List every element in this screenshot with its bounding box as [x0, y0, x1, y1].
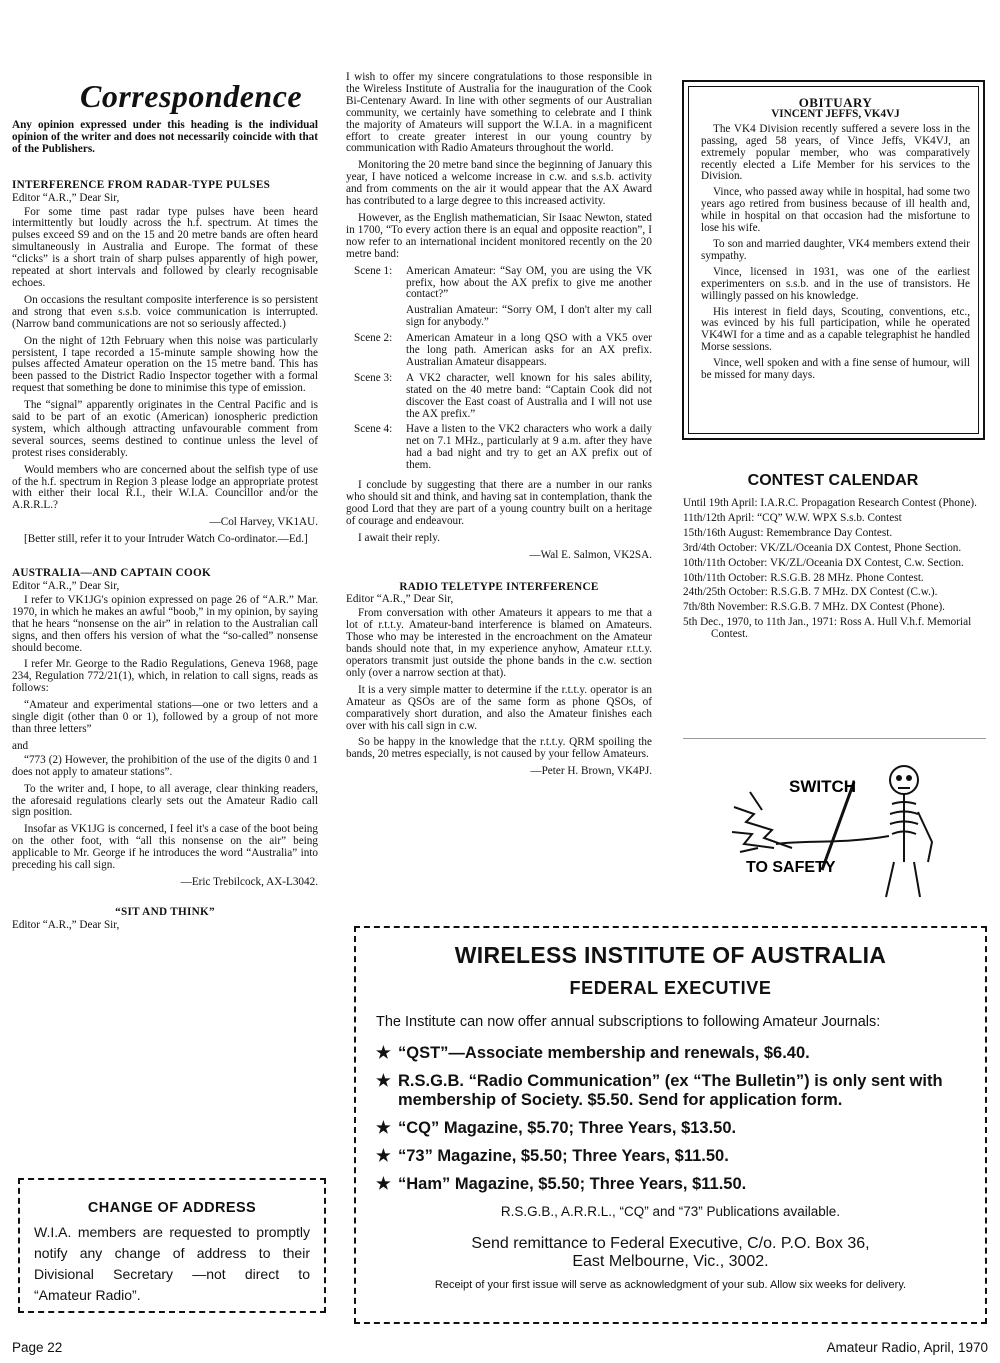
scene-label: Scene 3: [354, 371, 393, 384]
wia-offer-text: “Ham” Magazine, $5.50; Three Years, $11.50. [398, 1175, 747, 1193]
publication-name: Amateur Radio, April, 1970 [826, 1340, 988, 1355]
letter-signature: —Wal E. Salmon, VK2SA. [529, 548, 652, 561]
wia-subtitle: FEDERAL EXECUTIVE [569, 978, 772, 998]
regulation-quote: “773 (2) However, the prohibition of the use of the digits 0 and 1 does not apply to amateur stations”. [12, 753, 318, 778]
scene-entry [354, 266, 652, 302]
star-icon: ★ [376, 1072, 391, 1090]
switch-to-safety-cartoon [714, 752, 954, 902]
wia-offer-text: “73” Magazine, $5.50; Three Years, $11.50. [398, 1147, 729, 1165]
letter-signature: —Eric Trebilcock, AX-L3042. [180, 875, 318, 888]
letter-paragraph: The “signal” apparently originates in the Central Pacific and is said to be part of an exotic (American) ionospheric prediction system, which although attracting unfavourable comment from several sources, seems destined to continue unless the level of protest rises considerably. [12, 399, 318, 459]
letter-paragraph: On occasions the resultant composite interference is so persistent and strong that even s.s.b. voice communication is interrupted. (Narrow band communications are not so seriously affected.) [12, 293, 318, 330]
letter-heading: RADIO TELETYPE INTERFERENCE [399, 580, 599, 593]
editor-note: [Better still, refer it to your Intruder Watch Co-ordinator.—Ed.] [24, 533, 308, 546]
wia-advertisement [354, 926, 987, 1324]
change-of-address-title: CHANGE OF ADDRESS [87, 1200, 257, 1216]
regulation-quote: “Amateur and experimental stations—one or two letters and a single digit (other than 0 or 1), followed by a group of not more than three letters” [12, 699, 318, 735]
change-of-address-text: W.I.A. members are requested to promptly notify any change of address to their Divisional Secretary —not direct to “Amateur Radio”. [34, 1224, 310, 1303]
wia-offer-item [376, 1175, 971, 1194]
scene-text: Australian Amateur: “Sorry OM, I don't alter my call sign for anybody.” [406, 304, 652, 329]
letter-paragraph: On the night of 12th February when this noise was particularly persistent, I tape recorded a 15-minute sample showing how the pulses affected Amateur operation on the 15 metre band. This has been passed to the District Radio Inspector together with a formal request that something be done to minimise this type of emission. [12, 334, 318, 395]
scene-text: Have a listen to the VK2 characters who work a daily net on 7.1 MHz., particularly at 9 a.m. after they have had a bad night and try to get an AX prefix out of them. [406, 423, 652, 472]
column-left [12, 120, 318, 934]
contest-calendar-list [683, 498, 986, 644]
scene-text: American Amateur in a long QSO with a VK5 over the long path. American asks for an AX prefix. Australian Amateur disappears. [406, 332, 652, 368]
contest-item: 7th/8th November: R.S.G.B. 7 MHz. DX Contest (Phone). [683, 601, 945, 614]
scene-entry [354, 333, 652, 369]
column-middle [346, 73, 652, 783]
wia-offer-text: R.S.G.B. “Radio Communication” (ex “The Bulletin”) is only sent with membership of Society. $5.50. Send for application form. [398, 1072, 943, 1109]
wia-remittance-line: Send remittance to Federal Executive, C/o. P.O. Box 36, [471, 1235, 870, 1252]
wia-offer-list [376, 1044, 971, 1203]
safety-top-text: SWITCH [789, 777, 857, 796]
letter-salutation: Editor “A.R.,” Dear Sir, [12, 191, 120, 204]
scene-label: Scene 1: [354, 264, 393, 277]
letter-paragraph: I refer to VK1JG's opinion expressed on page 26 of “A.R.” Mar. 1970, in which he makes an awful “boob,” in my opinion, by saying that he hears “nonsense on the air” in relation to the Australian call signs, and then offers his version of what the “so-called” nonsense should become. [12, 593, 318, 654]
scene-entry [354, 373, 652, 421]
wia-offer-text: “QST”—Associate membership and renewals, $6.40. [398, 1044, 810, 1062]
letter-heading: AUSTRALIA—AND CAPTAIN COOK [12, 567, 212, 580]
wia-offer-item [376, 1119, 971, 1138]
obituary-paragraph: The VK4 Division recently suffered a severe loss in the passing, aged 58 years, of Vince Jeffs, VK4VJ, an extremely popular member, who was comparatively recently elected a Life Member for his services to the Division. [701, 122, 970, 183]
letter-salutation: Editor “A.R.,” Dear Sir, [12, 580, 120, 592]
contest-item: 3rd/4th October: VK/ZL/Oceania DX Contest, Phone Section. [683, 541, 962, 554]
letter-paragraph: I conclude by suggesting that there are a number in our ranks who should sit and think, and having sat in contemplation, thank the good Lord that they are part of a young country built on a heritage of courage and endeavour. [346, 479, 652, 527]
wia-offer-item [376, 1044, 971, 1063]
contest-item: 24th/25th October: R.S.G.B. 7 MHz. DX Contest (C.w.). [683, 586, 938, 599]
wia-remittance [356, 1235, 985, 1271]
letter-signature: —Col Harvey, VK1AU. [209, 516, 318, 529]
wia-offer-text: “CQ” Magazine, $5.70; Three Years, $13.50. [398, 1119, 737, 1137]
letter-salutation: Editor “A.R.,” Dear Sir, [12, 918, 120, 931]
letter-paragraph: Would members who are concerned about the selfish type of use of the h.f. spectrum in Region 3 please lodge an appropriate protest with either their local R.I., their W.I.A. Councillor and/or the A.R.R.L.? [12, 463, 318, 512]
obituary-inner [688, 86, 979, 434]
letter-paragraph: From conversation with other Amateurs it appears to me that a lot of r.t.t.y. Amateur-band interference is blamed on Amateurs. Those who may be interested in the encroachment on the Amateur bands should note that, in my experience anyhow, Amateur r.t.t.y. operators transmit just outside the phone bands in the c.w. section only (over a narrow section at that). [346, 607, 652, 679]
letter-heading: INTERFERENCE FROM RADAR-TYPE PULSES [12, 178, 271, 191]
letter-paragraph: Insofar as VK1JG is concerned, I feel it's a case of the boot being on the other foot, with “all this nonsense on the air” being applicable to Mr. George if he introduces the word “Australia” into preceding his call sign. [12, 823, 318, 872]
obituary-paragraph: Vince, well spoken and with a fine sense of humour, will be missed for many days. [701, 357, 970, 382]
obituary-paragraph: His interest in field days, Scouting, conventions, etc., was evinced by his full participation, while he operated VK4WI for a time and as a capable telegraphist he handled Morse sessions. [701, 305, 970, 354]
wia-offer-item [376, 1072, 971, 1110]
letter-salutation: Editor “A.R.,” Dear Sir, [346, 593, 454, 606]
obituary-paragraph: Vince, who passed away while in hospital, had some two years ago retired from business because of ill health and, while in hospital on that occasion had the misfortune to lose his wife. [701, 186, 970, 235]
star-icon: ★ [376, 1175, 391, 1193]
obituary-box [682, 80, 985, 440]
skeleton-icon [714, 752, 954, 902]
scene-text: American Amateur: “Say OM, you are using the VK prefix, how about the AX prefix to give me another contact?” [406, 264, 652, 301]
letter-paragraph: Monitoring the 20 metre band since the beginning of January this year, I have noticed a welcome increase in c.w. and s.s.b. activity and from comments on the air it would appear that the AX Award has contributed to a large degree to this increased activity. [346, 159, 652, 208]
letter-signature: —Peter H. Brown, VK4PJ. [530, 765, 652, 778]
letter-paragraph: It is a very simple matter to determine if the r.t.t.y. operator is an Amateur as QSOs are of the same form as phone QSOs, of comparatively short duration, and also the Amateur finishes each over with his call sign in c.w. [346, 683, 652, 732]
obituary-heading: OBITUARY [798, 95, 873, 110]
letter-paragraph: I refer Mr. George to the Radio Regulations, Geneva 1968, page 234, Regulation 772/21(1), which, in relation to call signs, reads as follows: [12, 658, 318, 695]
scene-text: A VK2 character, well known for his sales ability, stated on the 40 metre band: “Captain Cook did not discover the East coast of Australia and I will not use the AX prefix.” [406, 371, 652, 420]
conjunction: and [12, 739, 29, 752]
page-number: Page 22 [12, 1340, 63, 1355]
letter-paragraph: To the writer and, I hope, to all average, clear thinking readers, the aforesaid regulations clearly sets out the Amateur Radio call sign position. [12, 782, 318, 819]
letter-paragraph-continued: I wish to offer my sincere congratulations to those responsible in the Wireless Institute of Australia for the inauguration of the Cook Bi-Centenary Award. In line with other segments of our Australian community, we certainly have something to celebrate and I think the majority of Amateurs will support the W.I.A. in a magnificent effort to create greater interest in our young country by communication with Radio Amateurs throughout the world. [346, 71, 652, 155]
scene-label [354, 305, 406, 329]
scene-entry [354, 424, 652, 472]
contest-item: 11th/12th April: “CQ” W.W. WPX S.s.b. Contest [683, 511, 902, 524]
wia-offer-item [376, 1147, 971, 1166]
letter-heading: “SIT AND THINK” [115, 905, 215, 918]
scene-label: Scene 2: [354, 332, 393, 345]
obituary-subheading: VINCENT JEFFS, VK4VJ [771, 107, 900, 120]
wia-receipt-note: Receipt of your first issue will serve as acknowledgment of your sub. Allow six weeks for delivery. [434, 1279, 907, 1291]
safety-bottom-text: TO SAFETY [746, 859, 836, 876]
obituary-paragraph: Vince, licensed in 1931, was one of the earliest experimenters on s.s.b. and in the use of transistors. He willingly passed on his knowledge. [701, 265, 970, 302]
wia-title: WIRELESS INSTITUTE OF AUSTRALIA [454, 942, 887, 968]
page-title: Correspondence [80, 78, 303, 114]
star-icon: ★ [376, 1147, 391, 1165]
letter-paragraph: However, as the English mathematician, Sir Isaac Newton, stated in 1700, “To every action there is an equal and opposite reaction”, I now refer to an international incident monitored recently on the 20 metre band: [346, 211, 652, 260]
wia-remittance-line: East Melbourne, Vic., 3002. [572, 1253, 769, 1270]
star-icon: ★ [376, 1044, 391, 1062]
letter-paragraph: So be happy in the knowledge that the r.t.t.y. QRM spoiling the bands, 20 metres especially, is not caused by your fellow Amateurs. [346, 736, 652, 761]
contest-item: 10th/11th October: R.S.G.B. 28 MHz. Phone Contest. [683, 571, 924, 584]
scene-label: Scene 4: [354, 423, 393, 436]
letter-paragraph: For some time past radar type pulses have been heard intermittently but loudly across the h.f. spectrum. At times the pulses exceed S9 and on the 15 and 20 metre bands are often heard simultaneously in Australia and Europe. The format of these “clicks” is a short train of sharp pulses apparently of high power, repeated at short intervals and followed by clearly recognisable echoes. [12, 205, 318, 289]
star-icon: ★ [376, 1119, 391, 1137]
disclaimer: Any opinion expressed under this heading is the individual opinion of the writer and does not necessarily coincide with that of the Publishers. [12, 119, 318, 155]
wia-intro: The Institute can now offer annual subscriptions to following Amateur Journals: [376, 1014, 881, 1030]
divider [683, 738, 986, 739]
letter-paragraph [346, 72, 652, 155]
contest-item: 10th/11th October: VK/ZL/Oceania DX Contest, C.w. Section. [683, 556, 964, 569]
contest-item: 15th/16th August: Remembrance Day Contest. [683, 526, 893, 539]
letter-paragraph: I await their reply. [358, 531, 440, 544]
obituary-paragraph: To son and married daughter, VK4 members extend their sympathy. [701, 237, 970, 262]
change-of-address-box [18, 1178, 326, 1313]
wia-publications: R.S.G.B., A.R.R.L., “CQ” and “73” Publications available. [500, 1204, 841, 1219]
contest-item: 5th Dec., 1970, to 11th Jan., 1971: Ross A. Hull V.h.f. Memorial Contest. [683, 616, 972, 641]
contest-calendar-title: CONTEST CALENDAR [747, 472, 919, 489]
contest-item: Until 19th April: I.A.R.C. Propagation Research Contest (Phone). [683, 497, 977, 509]
scene-entry [354, 305, 652, 329]
